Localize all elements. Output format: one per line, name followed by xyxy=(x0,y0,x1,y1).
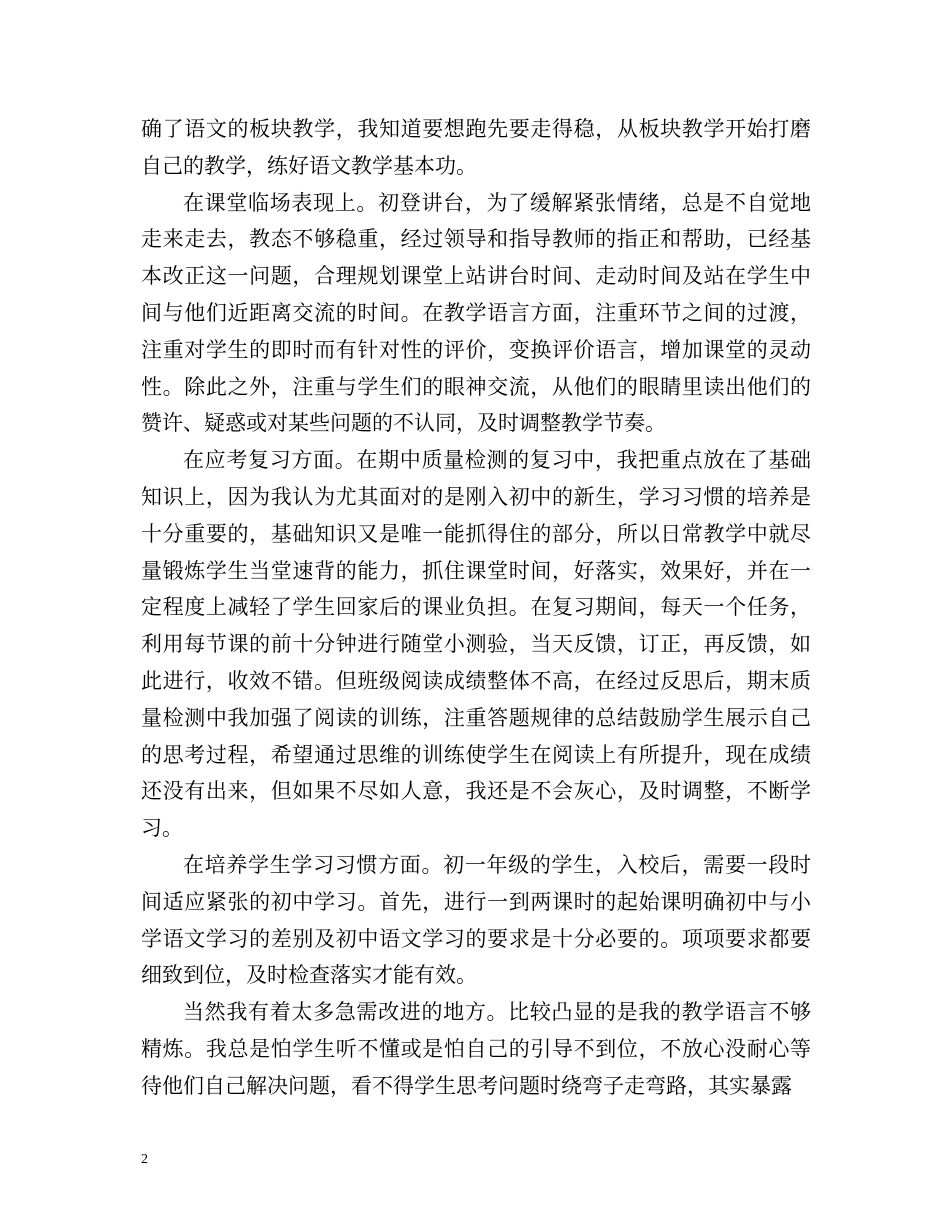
page-number: 2 xyxy=(141,1152,148,1167)
paragraph-1: 确了语文的板块教学，我知道要想跑先要走得稳，从板块教学开始打磨自己的教学，练好语文教学基本功。 xyxy=(141,117,811,178)
paragraph-3: 在应考复习方面。在期中质量检测的复习中，我把重点放在了基础知识上，因为我认为尤其面对的是刚入初中的新生，学习习惯的培养是十分重要的，基础知识又是唯一能抓得住的部分，所以日常教学中就尽量锻炼学生当堂速背的能力，抓住课堂时间，好落实，效果好，并在一定程度上减轻了学生回家后的课业负担。在复习期间，每天一个任务，利用每节课的前十分钟进行随堂小测验，当天反馈，订正，再反馈，如此进行，收效不错。但班级阅读成绩整体不高，在经过反思后，期末质量检测中我加强了阅读的训练，注重答题规律的总结鼓励学生展示自己的思考过程，希望通过思维的训练使学生在阅读上有所提升，现在成绩还没有出来，但如果不尽如人意，我还是不会灰心，及时调整，不断学习。 xyxy=(141,448,811,841)
paragraph-2: 在课堂临场表现上。初登讲台，为了缓解紧张情绪，总是不自觉地走来走去，教态不够稳重，经过领导和指导教师的指正和帮助，已经基本改正这一问题，合理规划课堂上站讲台时间、走动时间及站在学生中间与他们近距离交流的时间。在教学语言方面，注重环节之间的过渡，注重对学生的即时而有针对性的评价，变换评价语言，增加课堂的灵动性。除此之外，注重与学生们的眼神交流，从他们的眼睛里读出他们的赞许、疑惑或对某些问题的不认同，及时调整教学节奏。 xyxy=(141,190,811,436)
paragraph-4: 在培养学生学习习惯方面。初一年级的学生，入校后，需要一段时间适应紧张的初中学习。首先，进行一到两课时的起始课明确初中与小学语文学习的差别及初中语文学习的要求是十分必要的。项项要求都要细致到位，及时检查落实才能有效。 xyxy=(141,852,811,988)
document-body xyxy=(141,111,811,1105)
paragraph-5: 当然我有着太多急需改进的地方。比较凸显的是我的教学语言不够精炼。我总是怕学生听不懂或是怕自己的引导不到位，不放心没耐心等待他们自己解决问题，看不得学生思考问题时绕弯子走弯路，其实暴露 xyxy=(141,1000,811,1098)
